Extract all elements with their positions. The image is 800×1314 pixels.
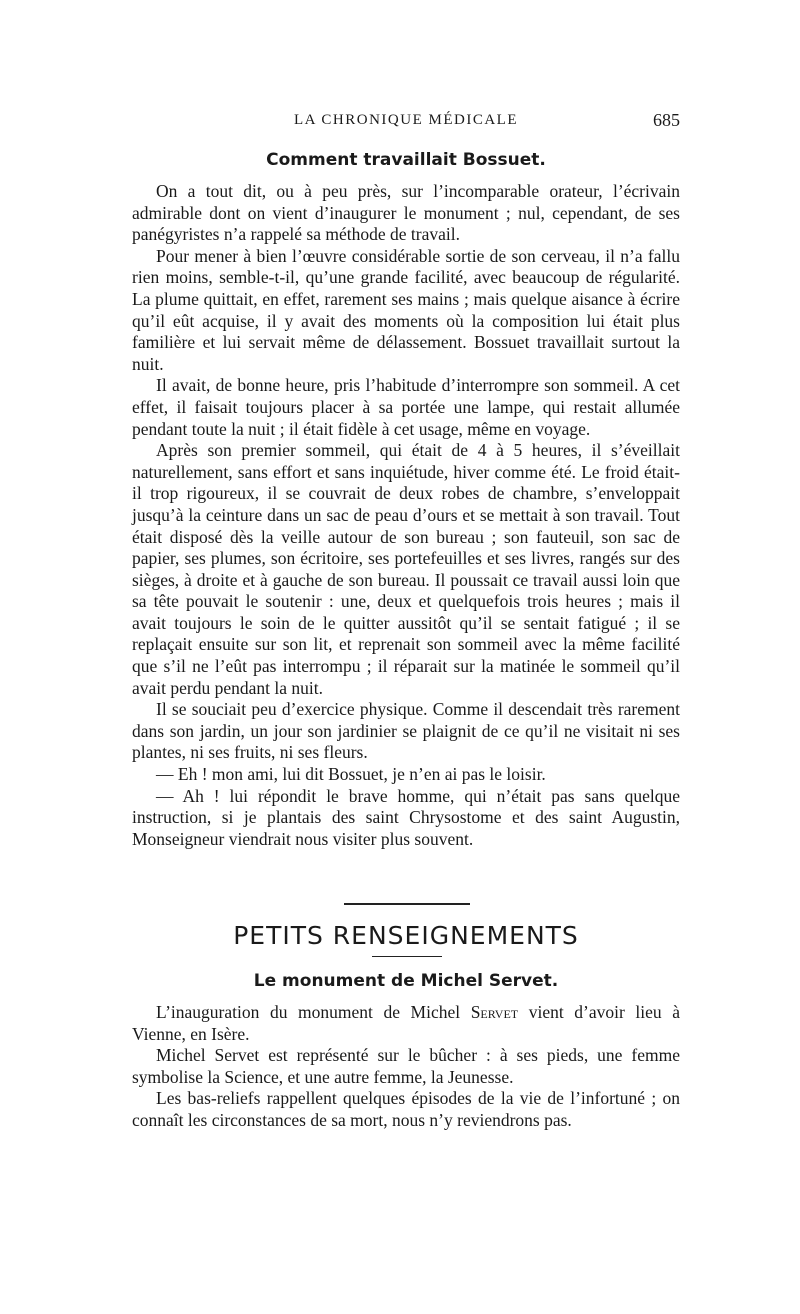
paragraph: Les bas-reliefs rappellent quelques épisodes de la vie de l’infortuné ; on connaît les circonstances de sa mort, nous n’y reviendrons pas. — [132, 1088, 680, 1130]
section-heading-bossuet: Comment travaillait Bossuet. — [266, 150, 546, 170]
paragraph: On a tout dit, ou à peu près, sur l’incomparable orateur, l’écrivain admirable dont on vient d’inaugurer le monument ; nul, cependant, de ses panégyristes n’a rappelé sa méthode de travail. — [132, 181, 680, 245]
text-run: vient d’avoir lieu à Vienne, en Isère. — [132, 1002, 680, 1044]
running-title: LA CHRONIQUE MÉDICALE — [294, 112, 518, 128]
paragraph — [132, 1002, 680, 1045]
running-head — [132, 110, 680, 134]
paragraph: Pour mener à bien l’œuvre considérable sortie de son cerveau, il n’a fallu rien moins, semble-t-il, qu’une grande facilité, avec beaucoup de régularité. La plume quittait, en effet, rarement ses mains ; mais quelque aisance à écrire qu’il eût acquise, il y avait des moments où la composition lui était plus familière et lui servait même de délassement. Bossuet travaillait surtout la nuit. — [132, 245, 680, 374]
name-smallcaps: Servet — [470, 1002, 519, 1022]
paragraph: Il avait, de bonne heure, pris l’habitude d’interrompre son sommeil. A cet effet, il faisait toujours placer à sa portée une lampe, qui restait allumée pendant toute la nuit ; il était fidèle à cet usage, même en voyage. — [132, 375, 680, 439]
text-run: L’inauguration du monument de Michel — [156, 1002, 471, 1022]
paragraph: Il se souciait peu d’exercice physique. Comme il descendait très rarement dans son jardin, un jour son jardinier se plaignit de ce qu’il ne visitait ni ses plantes, ni ses fruits, ni ses fleurs. — [132, 699, 680, 763]
section-heading-servet: Le monument de Michel Servet. — [253, 971, 559, 991]
section-divider — [344, 903, 470, 905]
section-body-servet — [132, 1002, 680, 1132]
section-body-bossuet — [132, 181, 680, 850]
paragraph: Après son premier sommeil, qui était de 4 à 5 heures, il s’éveillait naturellement, sans effort et sans inquiétude, hiver comme été. Le froid était-il trop rigoureux, il se couvrait de deux robes de chambre, s’enveloppait jusqu’à la ceinture dans un sac de peau d’ours et se mettait à son travail. Tout était disposé dès la veille autour de son bureau ; son fauteuil, son sac de papier, ses plumes, son écritoire, ses portefeuilles et ses livres, rangés sur des sièges, à droite et à gauche de son bureau. Il poussait ce travail aussi loin que sa tête pouvait le soutenir : une, deux et quelquefois trois heures ; mais il avait toujours le soin de le quitter aussitôt qu’il se sentait fatigué ; il se replaçait ensuite sur son lit, et reprenait son sommeil avec la même facilité que s’il ne l’eût pas interrompu ; il réparait sur la matinée le sommeil qu’il avait perdu pendant la nuit. — [132, 440, 680, 698]
title-underline — [372, 956, 442, 957]
page-number: 685 — [653, 110, 680, 130]
paragraph: — Ah ! lui répondit le brave homme, qui n’était pas sans quelque instruction, si je plantais des saint Chrysostome et des saint Augustin, Monseigneur viendrait nous visiter plus souvent. — [132, 785, 680, 849]
section-title-petits-renseignements: PETITS RENSEIGNEMENTS — [233, 921, 579, 950]
paragraph: — Eh ! mon ami, lui dit Bossuet, je n’en ai pas le loisir. — [156, 764, 546, 785]
paragraph: Michel Servet est représenté sur le bûcher : à ses pieds, une femme symbolise la Science, et une autre femme, la Jeunesse. — [132, 1045, 680, 1087]
